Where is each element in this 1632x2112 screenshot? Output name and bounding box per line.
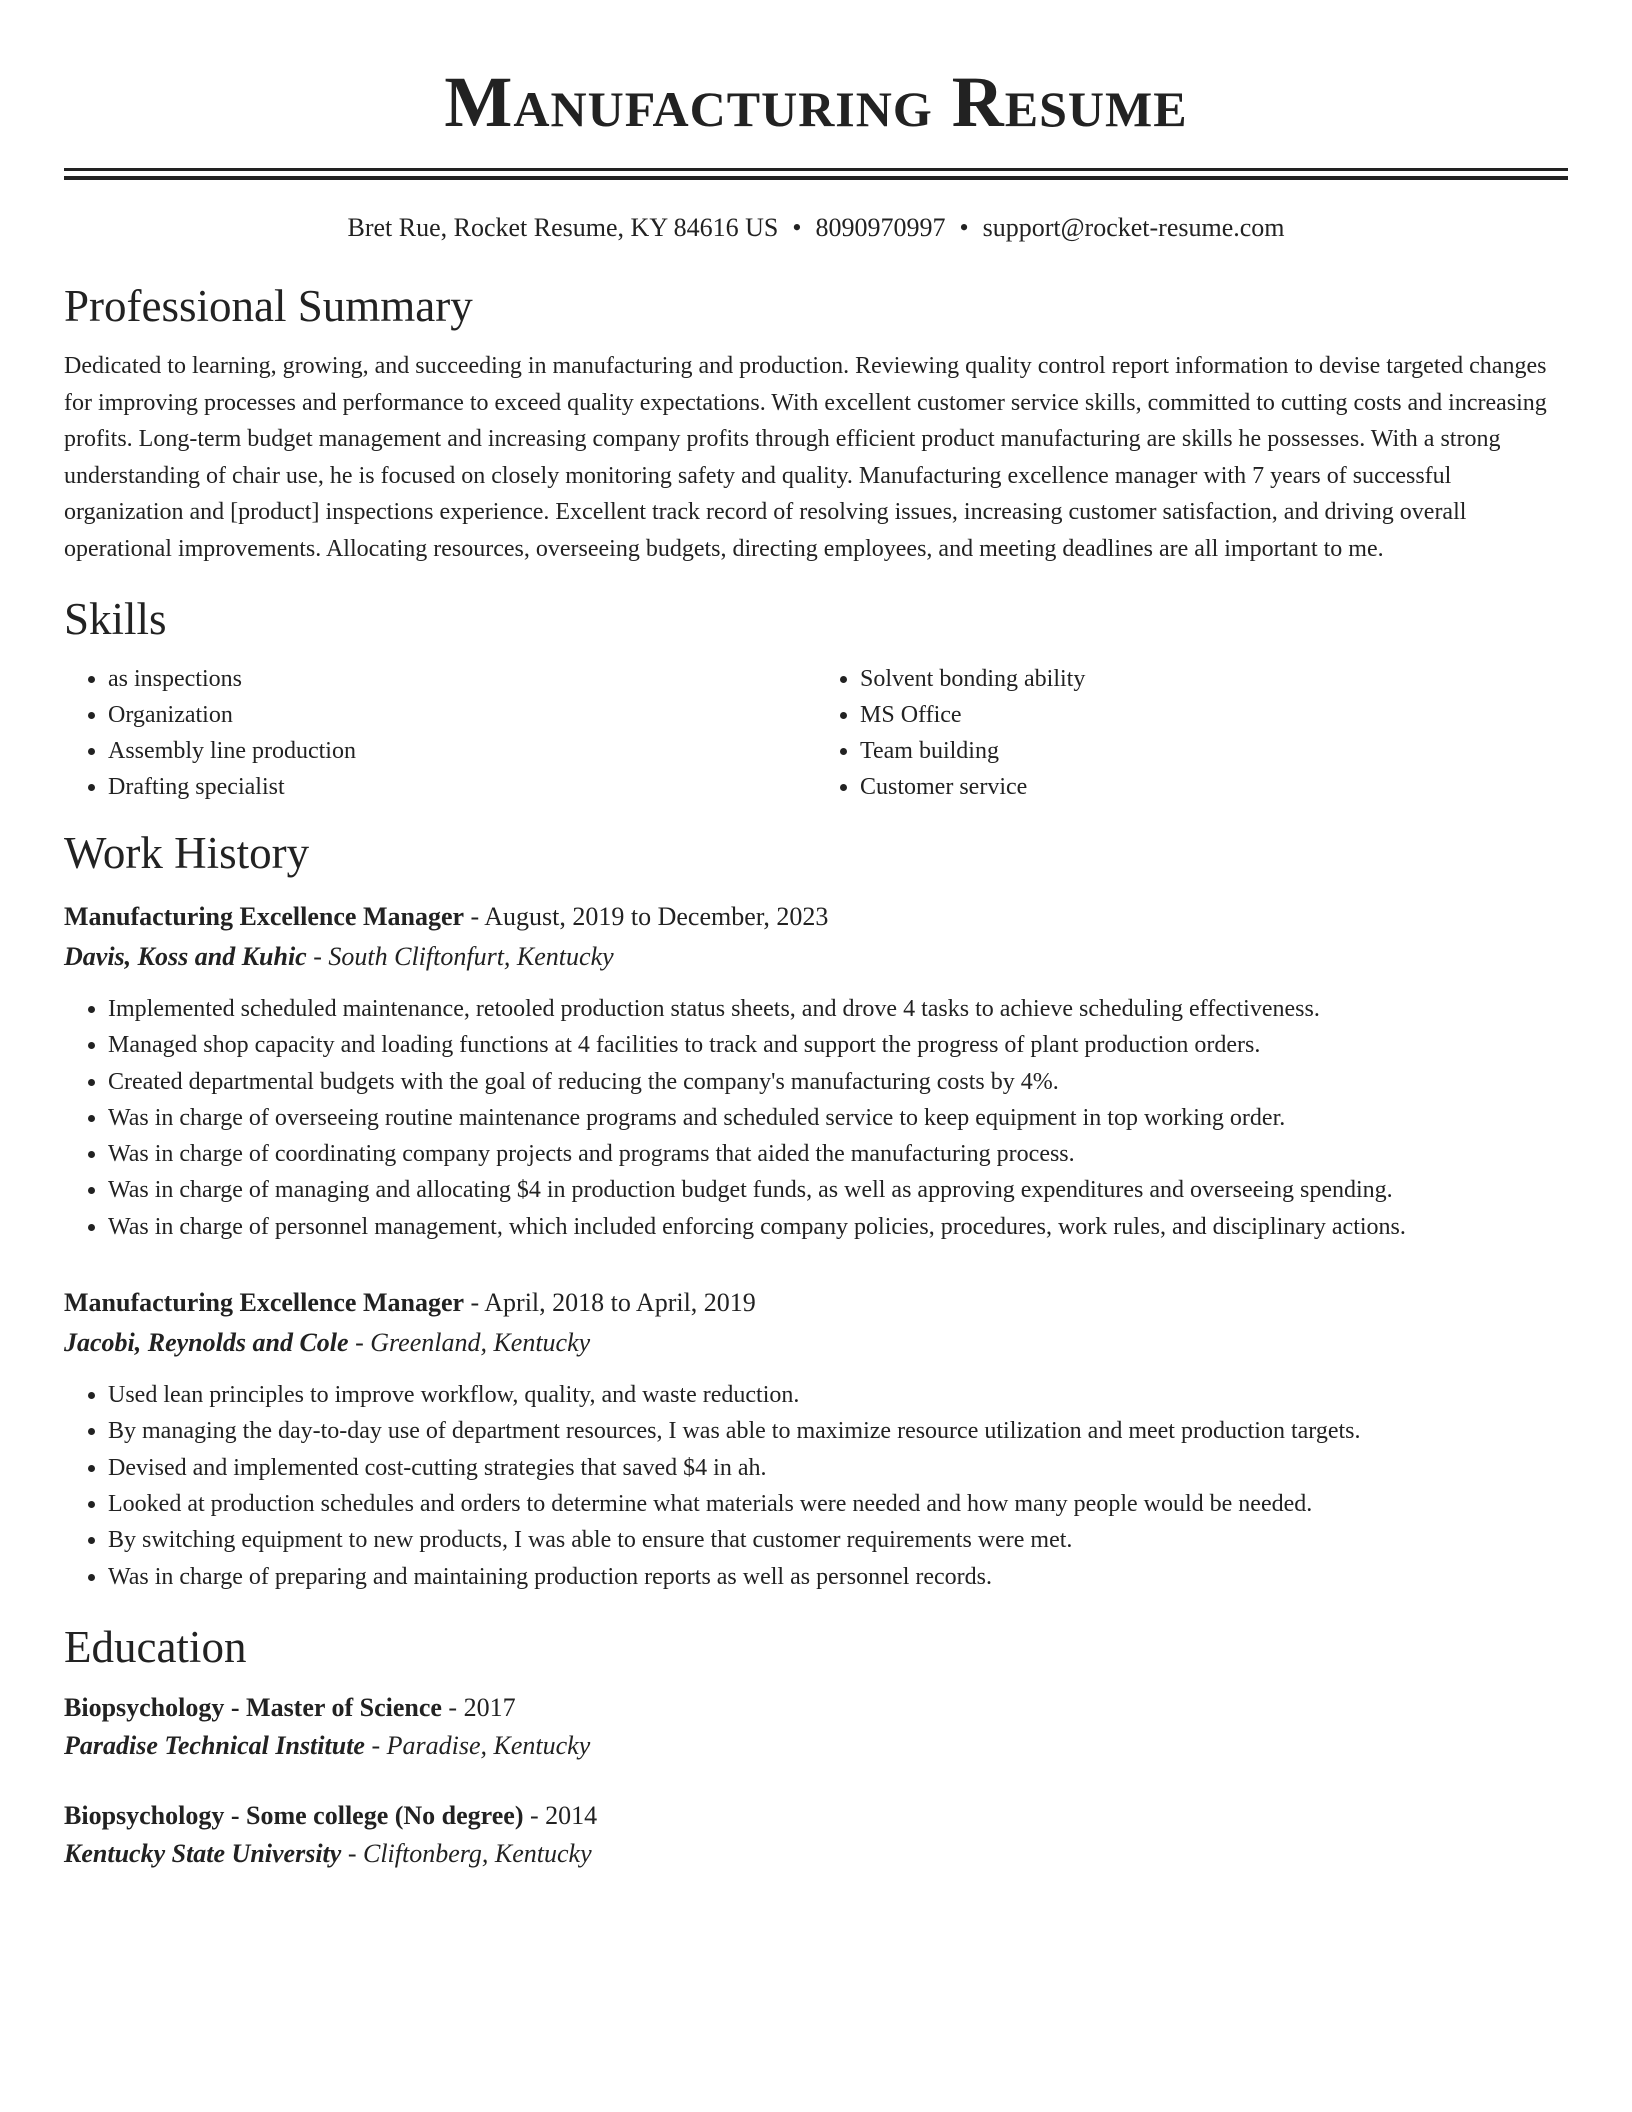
skill-item: • Drafting specialist: [108, 769, 816, 805]
list-item: • Was in charge of overseeing routine maintenance programs and scheduled service to keep equipment in top working order.: [108, 1100, 1568, 1136]
skill-item: • Assembly line production: [108, 733, 816, 769]
degree-name: Biopsychology - Master of Science: [64, 1692, 442, 1722]
work-history-heading: Work History: [64, 828, 310, 878]
company-name: Davis, Koss and Kuhic: [64, 942, 307, 971]
skill-item: • MS Office: [860, 697, 1568, 733]
degree-year: - 2014: [523, 1800, 598, 1830]
skill-item: • Solvent bonding ability: [860, 661, 1568, 697]
degree-name: Biopsychology - Some college (No degree): [64, 1800, 524, 1830]
skills-list-left: [64, 661, 816, 805]
separator-dot: •: [792, 213, 802, 242]
company-line: [64, 937, 1568, 977]
list-item: • By managing the day-to-day use of department resources, I was able to maximize resource utilization and meet production targets.: [108, 1413, 1568, 1449]
skill-item: • Team building: [860, 733, 1568, 769]
school-location: - Paradise, Kentucky: [364, 1730, 591, 1760]
contact-phone: 8090970997: [815, 213, 946, 242]
company-line: [64, 1323, 1568, 1363]
list-item: • Created departmental budgets with the goal of reducing the company's manufacturing costs by 4%.: [108, 1064, 1568, 1100]
contact-email: support@rocket-resume.com: [982, 213, 1285, 242]
contact-address: Bret Rue, Rocket Resume, KY 84616 US: [347, 213, 779, 242]
education-entry: [64, 1689, 1568, 1765]
summary-text: Dedicated to learning, growing, and succeeding in manufacturing and production. Reviewing quality control report information to devise targeted changes for improving processes and performance to exceed quality expectations. With excellent customer service skills, committed to cutting costs and increasing profits. Long-term budget management and increasing company profits through efficient product manufacturing are skills he possesses. With a strong understanding of chair use, he is focused on closely monitoring safety and quality. Manufacturing excellence manager with 7 years of successful organization and [product] inspections experience. Excellent track record of resolving issues, increasing customer satisfaction, and driving overall operational improvements. Allocating resources, overseeing budgets, directing employees, and meeting deadlines are all important to me.: [64, 353, 1547, 562]
job-title-line: [64, 1283, 1568, 1323]
skills-heading: Skills: [64, 594, 167, 644]
skills-columns: [64, 661, 1568, 805]
job-bullets: [64, 1377, 1568, 1595]
list-item: • Implemented scheduled maintenance, retooled production status sheets, and drove 4 tasks to achieve scheduling effectiveness.: [108, 991, 1568, 1027]
list-item: • Managed shop capacity and loading functions at 4 facilities to track and support the progress of plant production orders.: [108, 1027, 1568, 1063]
contact-line: [64, 212, 1568, 244]
degree-year: - 2017: [441, 1692, 516, 1722]
summary-heading: Professional Summary: [64, 281, 473, 331]
list-item: • Used lean principles to improve workflow, quality, and waste reduction.: [108, 1377, 1568, 1413]
education-heading: Education: [64, 1621, 247, 1672]
job-entry: [64, 897, 1568, 1245]
company-location: - Greenland, Kentucky: [348, 1328, 591, 1358]
school-line: [64, 1835, 1568, 1873]
school-line: [64, 1727, 1568, 1765]
degree-line: [64, 1689, 1568, 1727]
job-title: Manufacturing Excellence Manager: [64, 1288, 465, 1318]
company-name: Jacobi, Reynolds and Cole: [64, 1328, 349, 1358]
list-item: • Devised and implemented cost-cutting strategies that saved $4 in ah.: [108, 1450, 1568, 1486]
list-item: • Was in charge of personnel management, which included enforcing company policies, procedures, work rules, and disciplinary actions.: [108, 1209, 1568, 1245]
education-entry: [64, 1797, 1568, 1873]
resume-title: Manufacturing Resume: [444, 62, 1188, 142]
job-entry: [64, 1283, 1568, 1595]
list-item: • Was in charge of preparing and maintaining production reports as well as personnel records.: [108, 1559, 1568, 1595]
company-location: - South Cliftonfurt, Kentucky: [306, 942, 614, 971]
job-title-line: [64, 897, 1568, 937]
job-dates: - August, 2019 to December, 2023: [464, 902, 829, 931]
skill-item: • Organization: [108, 697, 816, 733]
job-bullets: [64, 991, 1568, 1245]
title-divider: [64, 168, 1568, 180]
job-dates: - April, 2018 to April, 2019: [464, 1288, 756, 1318]
school-location: - Cliftonberg, Kentucky: [341, 1838, 592, 1868]
separator-dot: •: [959, 213, 969, 242]
degree-line: [64, 1797, 1568, 1835]
list-item: • Was in charge of coordinating company projects and programs that aided the manufacturing process.: [108, 1136, 1568, 1172]
list-item: • Looked at production schedules and orders to determine what materials were needed and how many people would be needed.: [108, 1486, 1568, 1522]
school-name: Paradise Technical Institute: [64, 1730, 365, 1760]
skill-item: • Customer service: [860, 769, 1568, 805]
list-item: • Was in charge of managing and allocating $4 in production budget funds, as well as approving expenditures and overseeing spending.: [108, 1172, 1568, 1208]
skill-item: • as inspections: [108, 661, 816, 697]
job-title: Manufacturing Excellence Manager: [64, 902, 465, 931]
school-name: Kentucky State University: [64, 1838, 342, 1868]
list-item: • By switching equipment to new products, I was able to ensure that customer requirements were met.: [108, 1522, 1568, 1558]
skills-list-right: [816, 661, 1568, 805]
